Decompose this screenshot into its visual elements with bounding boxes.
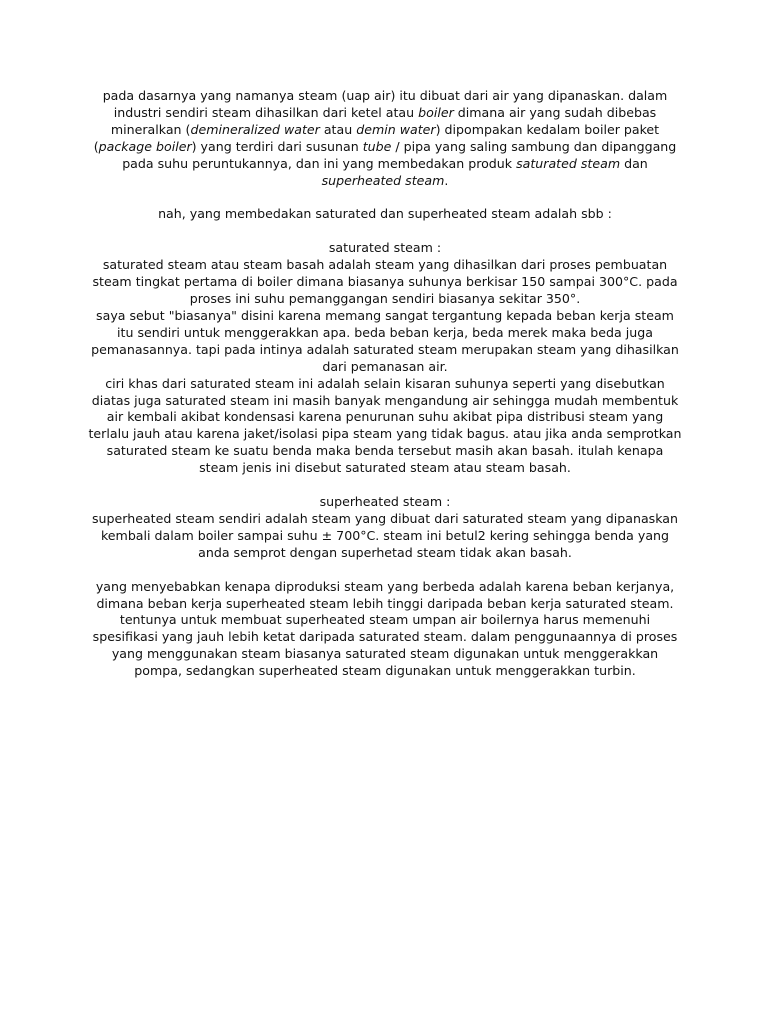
saturated-paragraph: ciri khas dari saturated steam ini adalah selain kisaran suhunya seperti yang disebutkan diatas juga saturated steam ini masih banyak mengandung air sehingga mudah membentuk air kembali akibat kondensasi karena penurunan suhu akibat pipa distribusi steam yang terlalu jauh atau karena jaket/isolasi pipa steam yang tidak bagus. atau jika anda semprotkan saturated steam ke suatu benda maka benda tersebut masih akan basah. itulah kenapa steam jenis ini disebut saturated steam atau steam basah. — [88, 375, 682, 476]
intro-paragraph — [88, 88, 682, 189]
saturated-heading: saturated steam : — [328, 240, 442, 256]
difference-heading: nah, yang membedakan saturated dan superheated steam adalah sbb : — [158, 206, 612, 222]
intro-italic-term: demin water — [356, 121, 436, 137]
intro-italic-term: saturated steam — [516, 155, 621, 171]
intro-text: atau — [319, 121, 357, 137]
intro-text: dimana air yang sudah dibebas mineralkan ( — [110, 104, 657, 137]
conclusion-paragraph: yang menyebabkan kenapa diproduksi steam yang berbeda adalah karena beban kerjanya, dimana beban kerja superheated steam lebih tinggi daripada beban kerja saturated steam. tentunya untuk membuat superheated steam umpan air boilernya harus memenuhi spesifikasi yang jauh lebih ketat daripada saturated steam. dalam penggunaannya di proses yang menggunakan steam biasanya saturated steam digunakan untuk menggerakkan pompa, sedangkan superheated steam digunakan untuk menggerakkan turbin. — [92, 578, 678, 679]
superheated-heading: superheated steam : — [319, 494, 451, 510]
saturated-paragraph: saturated steam atau steam basah adalah steam yang dihasilkan dari proses pembuatan steam tingkat pertama di boiler dimana biasanya suhunya berkisar 150 sampai 300°C. pada proses ini suhu pemanggangan sendiri biasanya sekitar 350°. — [92, 257, 678, 307]
intro-text: pada dasarnya yang namanya steam (uap air) itu dibuat dari air yang dipanaskan. dalam industri sendiri steam dihasilkan dari ketel atau — [102, 88, 668, 120]
superheated-paragraph: superheated steam sendiri adalah steam yang dibuat dari saturated steam yang dipanaskan kembali dalam boiler sampai suhu ± 700°C. steam ini betul2 kering sehingga benda yang anda semprot dengan superhetad steam tidak akan basah. — [91, 510, 678, 560]
intro-text: ) yang terdiri dari susunan — [191, 138, 363, 154]
intro-text: ) dipompakan kedalam boiler paket ( — [93, 121, 660, 154]
intro-italic-term: superheated steam — [321, 172, 445, 188]
intro-italic-term: demineralized water — [190, 121, 320, 137]
intro-text: / pipa yang saling sambung dan dipanggang pada suhu peruntukannya, dan ini yang membedakan produk — [122, 138, 677, 171]
saturated-paragraph: saya sebut "biasanya" disini karena memang sangat tergantung kepada beban kerja steam itu sendiri untuk menggerakkan apa. beda beban kerja, beda merek maka beda juga pemanasannya. tapi pada intinya adalah saturated steam merupakan steam yang dihasilkan dari pemanasan air. — [91, 307, 679, 374]
document-body — [88, 88, 682, 680]
intro-italic-term: package boiler — [98, 138, 192, 154]
intro-italic-term: boiler — [418, 104, 454, 120]
intro-text: . — [444, 172, 449, 188]
intro-text: dan — [620, 155, 648, 171]
intro-italic-term: tube — [362, 138, 392, 154]
